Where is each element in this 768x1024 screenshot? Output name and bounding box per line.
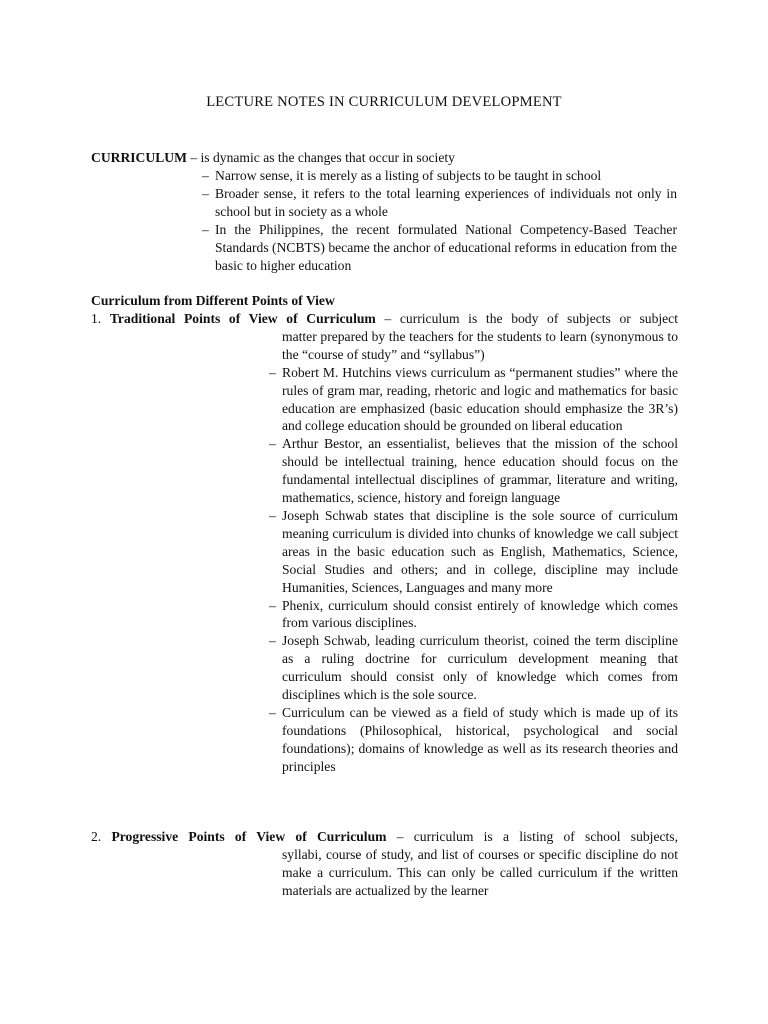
point-bullet-text: Robert M. Hutchins views curriculum as “permanent studies” where the rules of gram mar, reading, rhetoric and logic and mathematics for basic education are emphasized (basic education should emphasize the 3R’s) and college education should be grounded on liberal education bbox=[282, 364, 678, 434]
point-bullet-list bbox=[269, 364, 678, 776]
bullet-dash: – bbox=[269, 704, 276, 720]
point-continuation: syllabi, course of study, and list of courses or specific discipline do not make a curriculum. This can only be called curriculum if the written materials are actualized by the learner bbox=[282, 846, 678, 898]
point-bullet-text: Curriculum can be viewed as a field of study which is made up of its foundations (Philosophical, historical, psychological and social foundations); domains of knowledge as well as its research theories and principles bbox=[282, 704, 678, 774]
definition-bullet bbox=[202, 185, 677, 221]
point-continuation: matter prepared by the teachers for the students to learn (synonymous to the “course of study” and “syllabus”) bbox=[282, 328, 678, 362]
point-heading: Traditional Points of View of Curriculum bbox=[109, 311, 376, 326]
bullet-dash: – bbox=[269, 633, 276, 649]
curriculum-definition bbox=[91, 149, 455, 167]
point-bullet-text: Joseph Schwab, leading curriculum theorist, coined the term discipline as a ruling doctrine for curriculum development meaning that curriculum should consist only of knowledge which comes from disciplines which is the sole source. bbox=[282, 633, 678, 703]
point-bullet bbox=[269, 597, 678, 633]
definition-bullet-list bbox=[202, 167, 677, 274]
definition-bullet-text: Broader sense, it refers to the total learning experiences of individuals not only in school but in society as a whole bbox=[215, 185, 677, 219]
bullet-dash: – bbox=[269, 364, 276, 380]
point-bullet bbox=[269, 704, 678, 776]
point-bullet bbox=[269, 632, 678, 704]
point-bullet-text: Phenix, curriculum should consist entirely of knowledge which comes from various disciplines. bbox=[282, 597, 678, 631]
definition-bullet bbox=[202, 221, 677, 275]
bullet-dash: – bbox=[269, 507, 276, 523]
point-bullet bbox=[269, 364, 678, 436]
point-first-line bbox=[91, 828, 678, 846]
point-bullet bbox=[269, 507, 678, 597]
definition-term: CURRICULUM bbox=[91, 150, 187, 165]
point-heading: Progressive Points of View of Curriculum bbox=[111, 829, 387, 844]
point-first-line-text: – curriculum is the body of subjects or subject bbox=[375, 311, 678, 326]
point-progressive bbox=[91, 828, 678, 900]
bullet-dash: – bbox=[269, 597, 276, 613]
definition-bullet-text: Narrow sense, it is merely as a listing of subjects to be taught in school bbox=[215, 168, 602, 183]
definition-text: is dynamic as the changes that occur in society bbox=[200, 150, 455, 165]
definition-bullet-text: In the Philippines, the recent formulated National Competency-Based Teacher Standards (NCBTS) became the anchor of educational reforms in education from the basic to higher education bbox=[215, 221, 677, 273]
bullet-dash: – bbox=[202, 221, 209, 237]
point-first-line-text: – curriculum is a listing of school subjects, bbox=[386, 829, 678, 844]
bullet-dash: – bbox=[269, 436, 276, 452]
section-heading: Curriculum from Different Points of View bbox=[91, 293, 335, 308]
definition-bullet bbox=[202, 167, 677, 185]
definition-separator: – bbox=[186, 150, 201, 165]
page-title: LECTURE NOTES IN CURRICULUM DEVELOPMENT bbox=[206, 94, 562, 110]
bullet-dash: – bbox=[202, 185, 209, 201]
point-number: 2. bbox=[91, 829, 102, 844]
point-traditional bbox=[91, 310, 678, 776]
bullet-dash: – bbox=[202, 168, 209, 183]
point-bullet-text: Arthur Bestor, an essentialist, believes that the mission of the school should be intellectual training, hence education should focus on the fundamental intellectual disciplines of grammar, literature and writing, mathematics, science, history and foreign language bbox=[282, 436, 678, 506]
point-bullet-text: Joseph Schwab states that discipline is the sole source of curriculum meaning curriculum is divided into chunks of knowledge we call subject areas in the basic education such as English, Mathematics, Science, Social Studies and others; and in college, discipline may include Humanities, Sciences, Languages and many more bbox=[282, 507, 678, 595]
point-bullet bbox=[269, 435, 678, 507]
point-first-line bbox=[91, 310, 678, 328]
point-number: 1. bbox=[91, 311, 102, 326]
